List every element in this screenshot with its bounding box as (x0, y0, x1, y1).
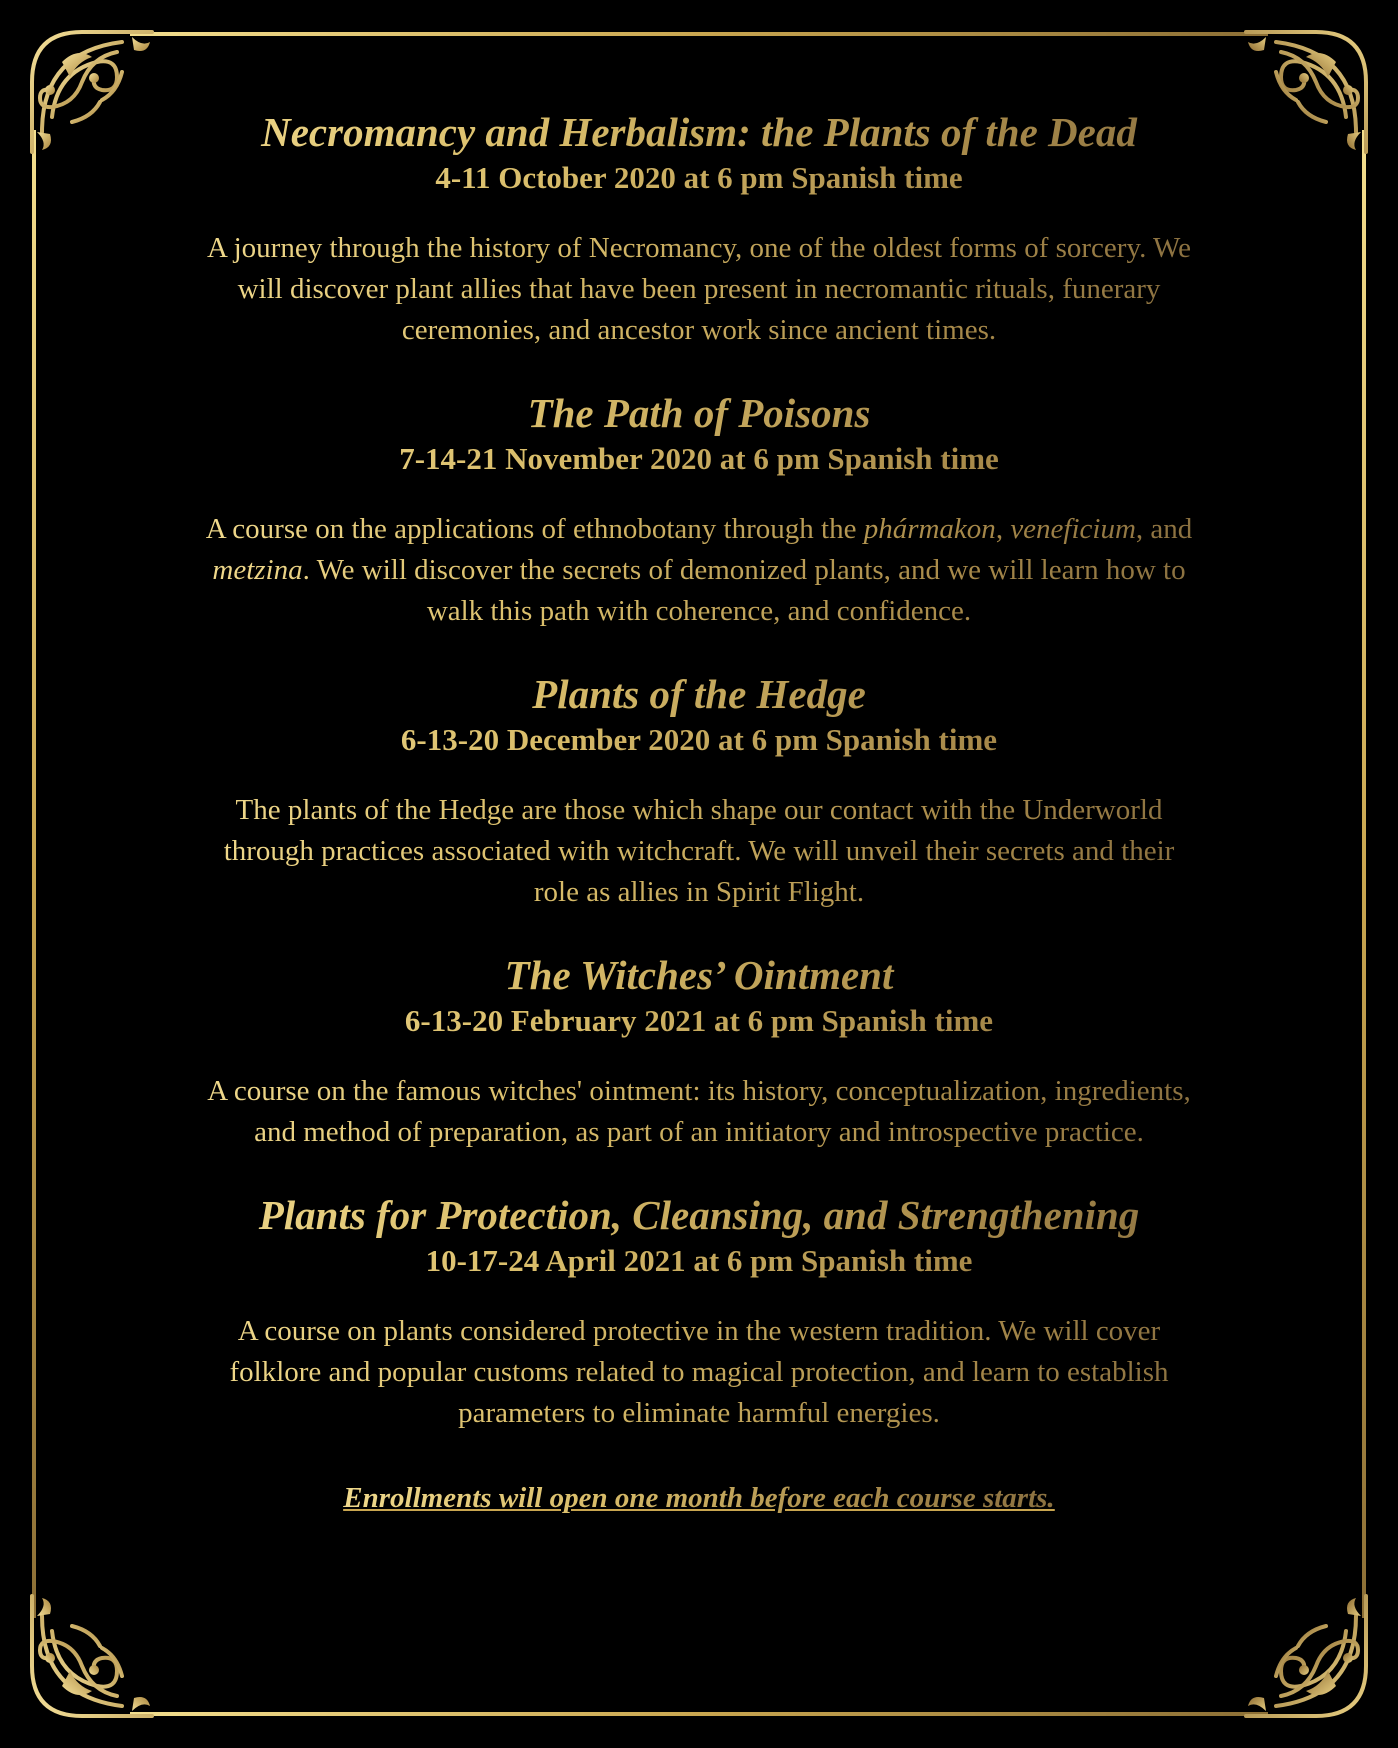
desc-text: . We will discover the secrets of demonized plants, and we will learn how to walk this path with coherence, and confidence. (302, 554, 1186, 627)
course-description: The plants of the Hedge are those which shape our contact with the Underworld through practices associated with witchcraft. We will unveil their secrets and their role as allies in Spirit Flight. (199, 790, 1199, 913)
desc-text: A course on the applications of ethnobotany through the (205, 513, 864, 545)
course-item (160, 106, 1238, 351)
course-date: 6-13-20 December 2020 at 6 pm Spanish time (160, 720, 1238, 760)
course-description: A course on the famous witches' ointment: its history, conceptualization, ingredients, and method of preparation, as part of an initiatory and introspective practice. (199, 1071, 1199, 1153)
frame-bottom-line (130, 1712, 1268, 1716)
course-item (160, 387, 1238, 632)
course-title: Necromancy and Herbalism: the Plants of the Dead (160, 106, 1238, 158)
course-title: The Witches’ Ointment (160, 949, 1238, 1001)
course-item (160, 1189, 1238, 1434)
flourish-ornament-icon (22, 22, 162, 162)
desc-italic-term: metzina (212, 554, 303, 586)
course-item (160, 668, 1238, 913)
frame-top-line (130, 32, 1268, 36)
course-item (160, 949, 1238, 1153)
course-description: A journey through the history of Necromancy, one of the oldest forms of sorcery. We will discover plant allies that have been present in necromantic rituals, funerary ceremonies, and ancestor work since ancient times. (199, 228, 1199, 351)
course-list (160, 106, 1238, 1518)
desc-italic-term: phármakon (863, 513, 996, 545)
course-title: Plants for Protection, Cleansing, and Strengthening (160, 1189, 1238, 1241)
flourish-ornament-icon (1236, 22, 1376, 162)
desc-text: , and (1135, 513, 1193, 545)
course-date: 10-17-24 April 2021 at 6 pm Spanish time (160, 1241, 1238, 1281)
frame-right-line (1362, 130, 1366, 1618)
frame-left-line (32, 130, 36, 1618)
enrollment-note-wrapper (160, 1470, 1238, 1518)
desc-italic-term: veneficium (1010, 513, 1136, 545)
flourish-ornament-icon (1236, 1586, 1376, 1726)
course-title: The Path of Poisons (160, 387, 1238, 439)
course-description: A course on plants considered protective in the western tradition. We will cover folklore and popular customs related to magical protection, and learn to establish parameters to eliminate harmful energies. (199, 1311, 1199, 1434)
course-title: Plants of the Hedge (160, 668, 1238, 720)
course-date: 6-13-20 February 2021 at 6 pm Spanish time (160, 1001, 1238, 1041)
desc-text: , (995, 513, 1011, 545)
course-date: 4-11 October 2020 at 6 pm Spanish time (160, 158, 1238, 198)
course-description (199, 509, 1199, 632)
enrollment-note: Enrollments will open one month before each course starts. (343, 1478, 1054, 1518)
course-date: 7-14-21 November 2020 at 6 pm Spanish time (160, 439, 1238, 479)
flourish-ornament-icon (22, 1586, 162, 1726)
